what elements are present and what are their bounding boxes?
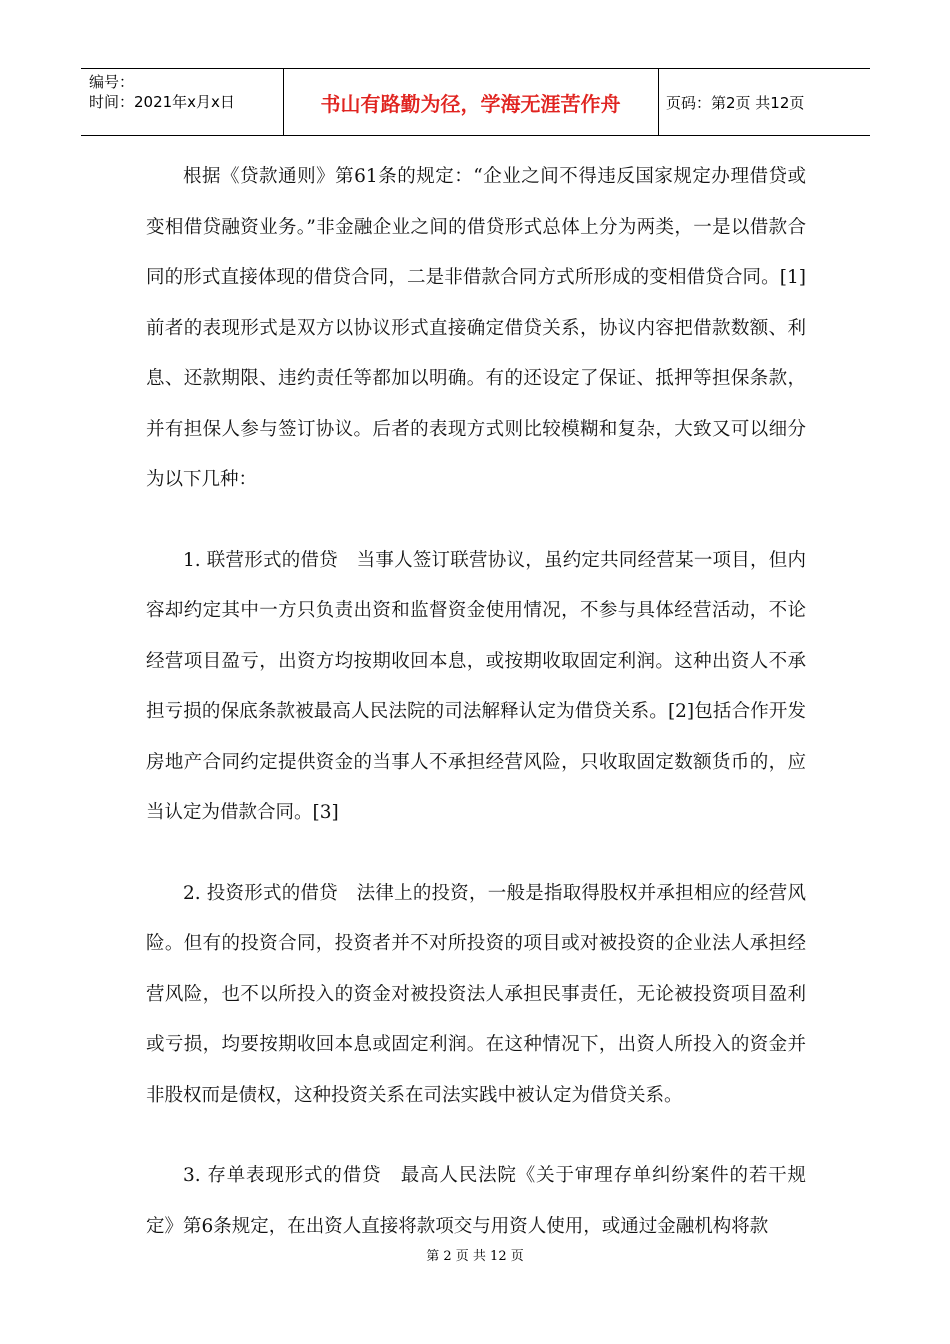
document-number-label: 编号： (89, 73, 135, 91)
page-header (81, 68, 870, 136)
header-page-info: 页码：第2页 共12页 (666, 93, 805, 112)
paragraph-investment-loan: 2. 投资形式的借贷 法律上的投资，一般是指取得股权并承担相应的经营风险。但有的投资合同，投资者并不对所投资的项目或对被投资的企业法人承担经营风险，也不以所投入的资金对被投资法人承担民事责任，无论被投资项目盈利或亏损，均要按期收回本息或固定利润。在这种情况下，出资人所投入的资金并非股权而是债权，这种投资关系在司法实践中被认定为借贷关系。 (146, 882, 806, 1106)
document-time-label: 时间：2021年x月x日 (89, 93, 235, 111)
document-body (146, 152, 806, 1252)
paragraph-intro: 根据《贷款通则》第61条的规定：“企业之间不得违反国家规定办理借贷或变相借贷融资业务。”非金融企业之间的借贷形式总体上分为两类，一是以借款合同的形式直接体现的借贷合同，二是非借款合同方式所形成的变相借贷合同。[1]前者的表现形式是双方以协议形式直接确定借贷关系，协议内容把借款数额、利息、还款期限、违约责任等都加以明确。有的还设定了保证、抵押等担保条款，并有担保人参与签订协议。后者的表现方式则比较模糊和复杂，大致又可以细分为以下几种： (146, 166, 806, 490)
paragraph-joint-venture-loan: 1. 联营形式的借贷 当事人签订联营协议，虽约定共同经营某一项目，但内容却约定其中一方只负责出资和监督资金使用情况，不参与具体经营活动，不论经营项目盈亏，出资方均按期收回本息，或按期收取固定利润。这种出资人不承担亏损的保底条款被最高人民法院的司法解释认定为借贷关系。[2]包括合作开发房地产合同约定提供资金的当事人不承担经营风险，只收取固定数额货币的，应当认定为借款合同。[3] (146, 549, 806, 823)
header-meta-cell (81, 69, 284, 135)
page-footer: 第 2 页 共 12 页 (426, 1249, 524, 1264)
paragraph-deposit-loan: 3. 存单表现形式的借贷 最高人民法院《关于审理存单纠纷案件的若干规定》第6条规定，在出资人直接将款项交与用资人使用，或通过金融机构将款 (146, 1165, 806, 1237)
header-motto: 书山有路勤为径，学海无涯苦作舟 (283, 69, 659, 135)
